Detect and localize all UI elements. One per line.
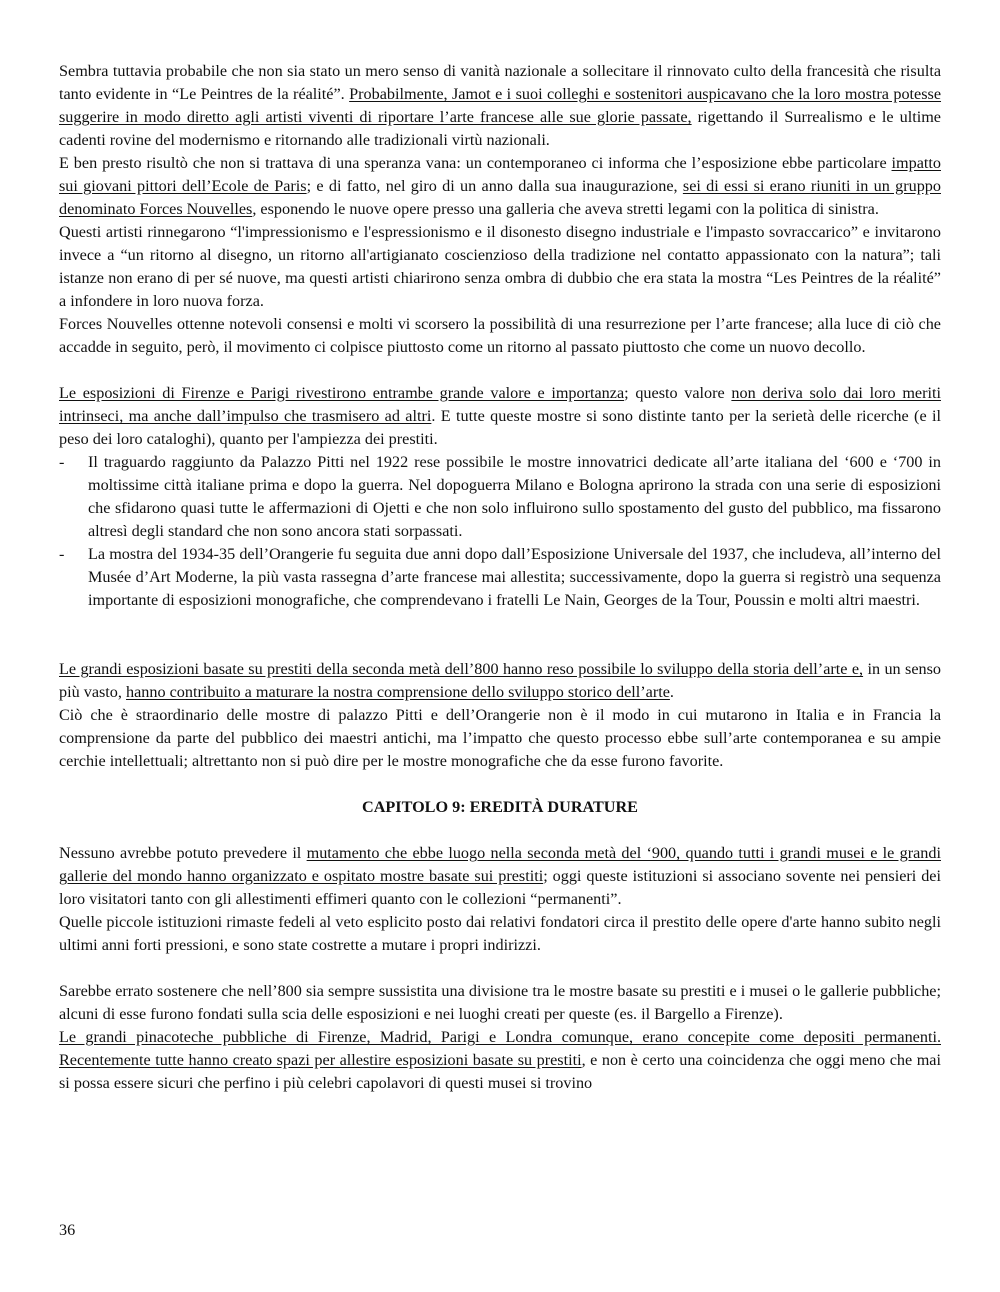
text-run: Quelle piccole istituzioni rimaste fedeli al veto esplicito posto dai relativi fondatori circa il prestito delle opere d'arte hanno subito negli ultimi anni forti pressioni, e sono state costrette a mutare i propri indirizzi. — [59, 913, 941, 954]
underlined-text: mutamento che ebbe luogo nella seconda metà del ‘900, quando tutti i grandi musei e le grandi gallerie del mondo hanno organizzato e ospitato mostre basate sui prestiti — [59, 844, 941, 885]
paragraph — [59, 152, 941, 221]
list-item — [59, 543, 941, 612]
underlined-text: Le grandi pinacoteche pubbliche di Firenze, Madrid, Parigi e Londra comunque, erano concepite come depositi permanenti. Recentemente tutte hanno creato spazi per allestire esposizioni basate su prestiti — [59, 1028, 941, 1069]
text-run: ; questo valore — [624, 384, 732, 402]
paragraph — [59, 911, 941, 957]
underlined-text: sei di essi si erano riuniti in un gruppo denominato Forces Nouvelles — [59, 177, 941, 218]
text-run: Questi artisti rinnegarono “l'impressionismo e l'espressionismo e il disonesto disegno industriale e l'impasto sovraccarico” e invitarono invece a “un ritorno al disegno, un ritorno all'artigianato coscienzioso della tradizione nel contatto appassionato con la natura”; tali istanze non erano di per sé nuove, ma questi artisti chiarirono senza ombra di dubbio che era stata la mostra “Les Peintres de la réalité” a infondere in loro nuova forza. — [59, 223, 941, 310]
text-run: , esponendo le nuove opere presso una galleria che aveva stretti legami con la politica di sinistra. — [252, 200, 879, 218]
paragraph — [59, 313, 941, 359]
text-run: Sarebbe errato sostenere che nell’800 sia sempre sussistita una divisione tra le mostre basate su prestiti e i musei o le gallerie pubbliche; alcuni di esse furono fondati sulla scia delle esposizioni e nei luoghi creati per queste (es. il Bargello a Firenze). — [59, 982, 941, 1023]
text-run: . — [669, 683, 674, 701]
list-item-text: Il traguardo raggiunto da Palazzo Pitti nel 1922 rese possibile le mostre innovatrici dedicate all’arte italiana del ‘600 e ‘700 in moltissime città italiane prima e dopo la guerra. Nel dopoguerra Milano e Bologna aprirono la strada con una serie di esposizioni che sfidarono quasi tutte le affermazioni di Ojetti e che non solo influirono sullo spostamento del gusto del pubblico, ma fissarono altresì degli standard che non sono ancora stati sorpassati. — [88, 453, 941, 540]
text-run: Nessuno avrebbe potuto prevedere il — [59, 844, 307, 862]
text-run: Ciò che è straordinario delle mostre di palazzo Pitti e dell’Orangerie non è il modo in cui mutarono in Italia e in Francia la comprensione da parte del pubblico dei maestri antichi, ma l’impatto che questo processo ebbe sull’arte contemporanea e su ampie cerchie intellettuali; altrettanto non si può dire per le mostre monografiche che da esse furono favorite. — [59, 706, 941, 770]
underlined-text: non deriva solo dai loro meriti intrinseci, ma anche dall’impulso che trasmisero ad altri — [59, 384, 941, 425]
text-run: Sembra tuttavia probabile che non sia stato un mero senso di vanità nazionale a sollecitare il rinnovato culto della francesità che risulta tanto evidente in “Le Peintres de la réalité”. — [59, 62, 941, 103]
underlined-text: Probabilmente, Jamot e i suoi colleghi e sostenitori auspicavano che la loro mostra potesse suggerire in modo diretto agli artisti viventi di riportare l’arte francese alle sue glorie passate, — [59, 85, 942, 126]
page-number: 36 — [59, 1221, 76, 1239]
list-bullet: - — [59, 453, 65, 471]
text-run: ; oggi queste istituzioni si associano sovente nei pensieri dei loro visitatori tanto con gli allestimenti effimeri quanto con le collezioni “permanenti”. — [59, 867, 941, 908]
text-run: , e non è certo una coincidenza che oggi meno che mai si possa essere sicuri che perfino i più celebri capolavori di questi musei si trovino — [59, 1051, 941, 1092]
underlined-text: Le grandi esposizioni basate su prestiti della seconda metà dell’800 hanno reso possibile lo sviluppo della storia dell’arte e, — [59, 660, 864, 678]
text-run: . E tutte queste mostre si sono distinte tanto per la serietà delle ricerche (e il peso dei loro cataloghi), quanto per l'ampiezza dei prestiti. — [59, 407, 941, 448]
text-run: E ben presto risultò che non si trattava di una speranza vana: un contemporaneo ci informa che l’esposizione ebbe particolare — [59, 154, 892, 172]
document-page — [59, 60, 941, 1095]
underlined-text: impatto sui giovani pittori dell’Ecole de Paris — [59, 154, 941, 195]
paragraph — [59, 221, 941, 313]
paragraph — [59, 658, 941, 704]
paragraph — [59, 980, 941, 1026]
text-run: in un senso più vasto, — [59, 660, 941, 701]
text-run: rigettando il Surrealismo e le ultime cadenti rovine del modernismo e ritornando alle tradizionali virtù nazionali. — [59, 108, 941, 149]
list-item-text: La mostra del 1934-35 dell’Orangerie fu seguita due anni dopo dall’Esposizione Universale del 1937, che includeva, all’interno del Musée d’Art Moderne, la più vasta rassegna d’arte francese mai allestita; successivamente, dopo la guerra si registrò una sequenza importante di esposizioni monografiche, che comprendevano i fratelli Le Nain, Georges de la Tour, Poussin e molti altri maestri. — [88, 545, 941, 609]
list-bullet: - — [59, 545, 65, 563]
paragraph — [59, 704, 941, 773]
text-run: ; e di fatto, nel giro di un anno dalla sua inaugurazione, — [306, 177, 683, 195]
paragraph — [59, 842, 941, 911]
dash-list — [59, 451, 941, 612]
underlined-text: Le esposizioni di Firenze e Parigi rivestirono entrambe grande valore e importanza — [59, 384, 625, 402]
underlined-text: hanno contribuito a maturare la nostra comprensione dello sviluppo storico dell’arte — [126, 683, 670, 701]
paragraph — [59, 1026, 941, 1095]
chapter-heading: CAPITOLO 9: EREDITÀ DURATURE — [362, 798, 638, 816]
list-item — [59, 451, 941, 543]
text-run: Forces Nouvelles ottenne notevoli consensi e molti vi scorsero la possibilità di una resurrezione per l’arte francese; alla luce di ciò che accadde in seguito, però, il movimento ci colpisce piuttosto come un ritorno al passato piuttosto che come un nuovo decollo. — [59, 315, 941, 356]
paragraph — [59, 60, 941, 152]
paragraph — [59, 382, 941, 451]
